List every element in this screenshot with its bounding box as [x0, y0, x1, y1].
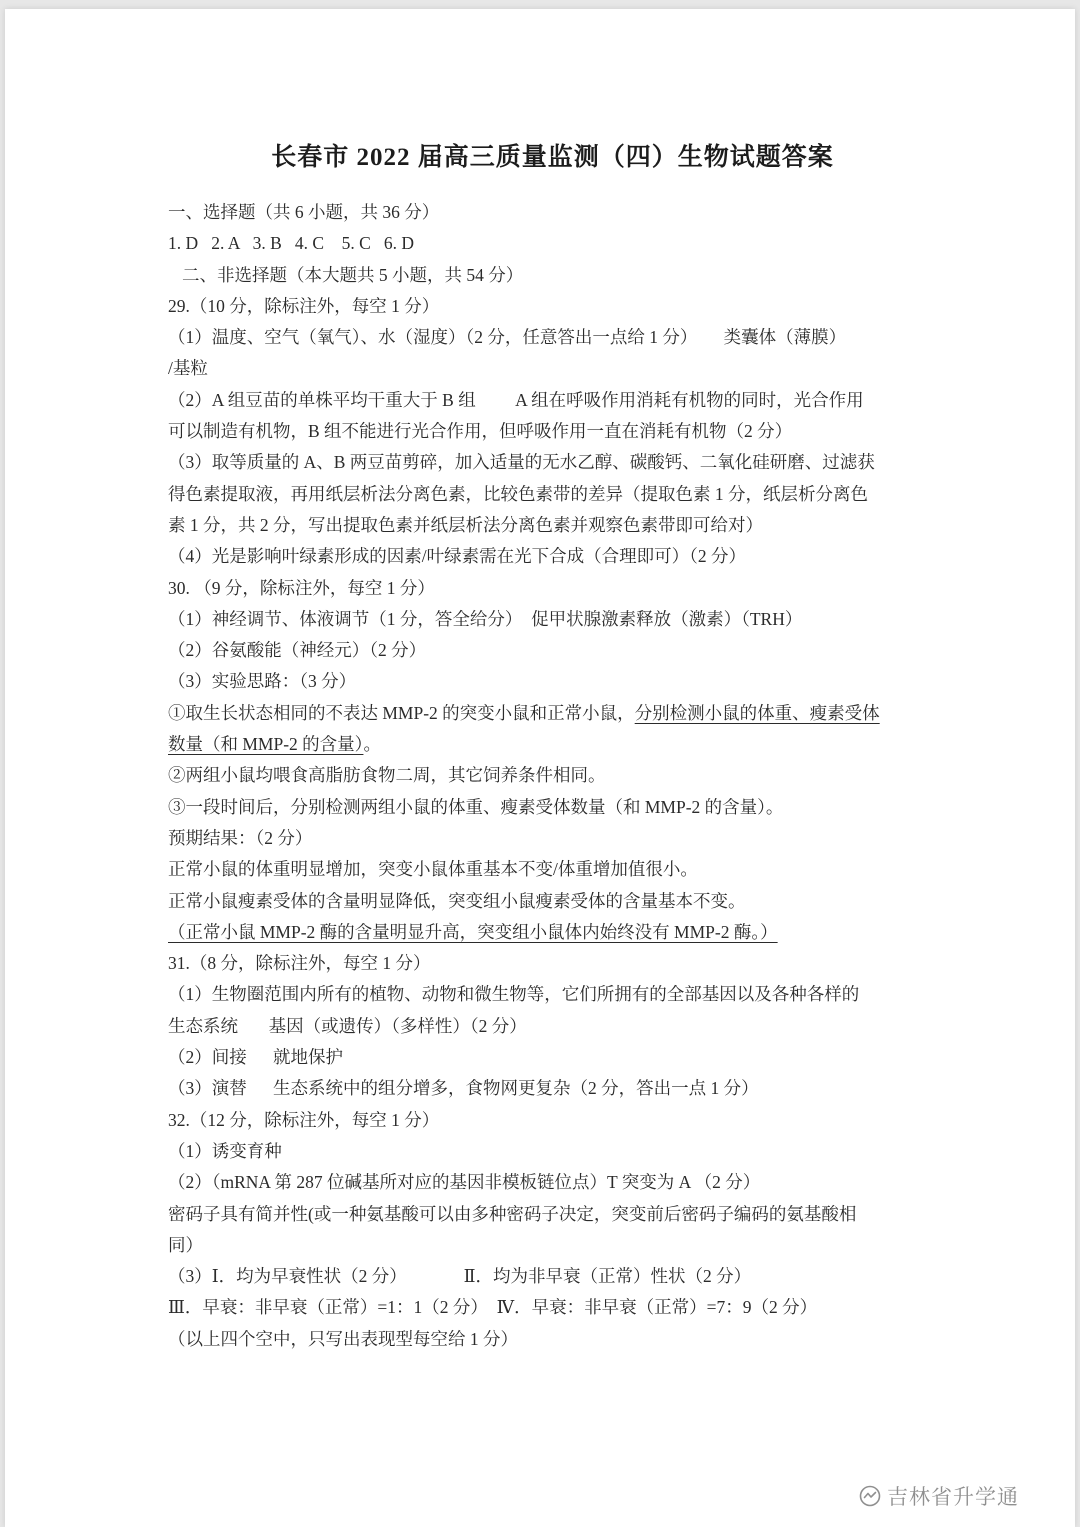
text-segment: 正常小鼠的体重明显增加，突变小鼠体重基本不变/体重增加值很小。 [168, 859, 698, 880]
text-line [168, 1230, 937, 1261]
text-line [168, 698, 937, 729]
document-content [5, 9, 1075, 1355]
text-line [168, 886, 937, 917]
text-segment: 二、非选择题（本大题共 5 小题，共 54 分） [182, 264, 524, 285]
text-line [168, 1073, 937, 1104]
text-segment: 29.（10 分，除标注外，每空 1 分） [168, 295, 440, 316]
text-line [168, 760, 937, 791]
text-segment: ③一段时间后，分别检测两组小鼠的体重、瘦素受体数量（和 MMP-2 的含量）。 [168, 796, 784, 817]
watermark-logo-icon [858, 1484, 882, 1508]
text-line [168, 635, 937, 666]
text-line [168, 979, 937, 1010]
text-segment: 可以制造有机物，B 组不能进行光合作用，但呼吸作用一直在消耗有机物（2 分） [168, 421, 793, 442]
text-line [168, 1324, 937, 1355]
text-line [168, 666, 937, 697]
text-line [168, 604, 937, 635]
text-line [168, 823, 937, 854]
text-line [168, 541, 937, 572]
text-segment: （1）温度、空气（氧气）、水（湿度）（2 分，任意答出一点给 1 分） 类囊体（薄膜） [168, 327, 847, 348]
text-segment: 。 [363, 734, 381, 755]
text-line [168, 479, 937, 510]
text-segment: ②两组小鼠均喂食高脂肪食物二周，其它饲养条件相同。 [168, 765, 606, 786]
text-segment: 正常小鼠瘦素受体的含量明显降低，突变组小鼠瘦素受体的含量基本不变。 [168, 890, 746, 911]
text-line [168, 948, 937, 979]
text-segment: （2）A 组豆苗的单株平均干重大于 B 组 A 组在呼吸作用消耗有机物的同时，光合作用 [168, 389, 864, 410]
text-line [168, 322, 937, 353]
document-body [168, 197, 937, 1355]
text-segment: （1）神经调节、体液调节（1 分，答全给分） 促甲状腺激素释放（激素）（TRH） [168, 608, 803, 629]
text-line [168, 228, 937, 259]
text-line [168, 385, 937, 416]
text-line [168, 197, 937, 228]
text-segment: 密码子具有简并性(或一种氨基酸可以由多种密码子决定，突变前后密码子编码的氨基酸相 [168, 1203, 857, 1224]
text-segment: （1）诱变育种 [168, 1140, 282, 1161]
text-line [168, 260, 937, 291]
text-segment: 1. D 2. A 3. B 4. C 5. C 6. D [168, 233, 414, 254]
page-title: 长春市 2022 届高三质量监测（四）生物试题答案 [271, 144, 834, 171]
text-segment: 预期结果：（2 分） [168, 827, 313, 848]
underlined-text: （正常小鼠 MMP-2 酶的含量明显升高，突变组小鼠体内始终没有 MMP-2 酶。） [168, 921, 778, 942]
text-line [168, 1011, 937, 1042]
underlined-text: 数量（和 MMP-2 的含量） [168, 734, 364, 755]
text-segment: 一、选择题（共 6 小题，共 36 分） [168, 202, 440, 222]
text-segment: （以上四个空中，只写出表现型每空给 1 分） [168, 1328, 518, 1349]
document-page [5, 9, 1075, 1527]
text-line [168, 573, 937, 604]
watermark-text: 吉林省升学通 [887, 1485, 1019, 1509]
text-line [168, 1167, 937, 1198]
text-segment: Ⅲ．早衰：非早衰（正常）=1：1（2 分） Ⅳ．早衰：非早衰（正常）=7：9（2 分） [168, 1297, 818, 1318]
text-line [168, 1042, 937, 1073]
text-segment: 32.（12 分，除标注外，每空 1 分） [168, 1109, 440, 1130]
text-segment: （3）Ⅰ．均为早衰性状（2 分） Ⅱ．均为非早衰（正常）性状（2 分） [168, 1266, 752, 1287]
text-line [168, 1199, 937, 1230]
text-segment: （4）光是影响叶绿素形成的因素/叶绿素需在光下合成（合理即可）（2 分） [168, 546, 746, 567]
text-line [168, 854, 937, 885]
text-segment: （3）实验思路：（3 分） [168, 671, 357, 692]
text-segment: 素 1 分，共 2 分，写出提取色素并纸层析法分离色素并观察色素带即可给对） [168, 514, 763, 535]
text-line [168, 447, 937, 478]
text-segment: （3）取等质量的 A、B 两豆苗剪碎，加入适量的无水乙醇、碳酸钙、二氧化硅研磨、过滤获 [168, 452, 875, 473]
underlined-text: 分别检测小鼠的体重、瘦素受体 [634, 702, 880, 723]
text-segment: 得色素提取液，再用纸层析法分离色素，比较色素带的差异（提取色素 1 分，纸层析分离色 [168, 483, 868, 504]
text-line [168, 792, 937, 823]
text-segment: 生态系统 基因（或遗传）（多样性）（2 分） [168, 1015, 527, 1036]
text-segment: /基粒 [168, 358, 208, 379]
text-segment: （3）演替 生态系统中的组分增多，食物网更复杂（2 分，答出一点 1 分） [168, 1078, 759, 1099]
text-segment: （2）谷氨酸能（神经元）（2 分） [168, 640, 427, 661]
text-segment: ①取生长状态相同的不表达 MMP-2 的突变小鼠和正常小鼠， [168, 702, 635, 723]
text-line [168, 416, 937, 447]
watermark [858, 1481, 1019, 1511]
text-segment: 30. （9 分，除标注外，每空 1 分） [168, 577, 435, 598]
text-line [168, 1136, 937, 1167]
text-segment: （2）间接 就地保护 [168, 1047, 343, 1068]
text-line [168, 729, 937, 760]
text-line [168, 1292, 937, 1323]
text-line [168, 1261, 937, 1292]
text-segment: （1）生物圈范围内所有的植物、动物和微生物等，它们所拥有的全部基因以及各种各样的 [168, 984, 860, 1005]
text-segment: 同） [168, 1234, 203, 1255]
text-line [168, 510, 937, 541]
text-line [168, 917, 937, 948]
text-segment: 31.（8 分，除标注外，每空 1 分） [168, 953, 431, 974]
text-line [168, 353, 937, 384]
text-line [168, 291, 937, 322]
text-line [168, 1105, 937, 1136]
text-segment: （2）（mRNA 第 287 位碱基所对应的基因非模板链位点）T 突变为 A （2 分） [168, 1172, 761, 1193]
